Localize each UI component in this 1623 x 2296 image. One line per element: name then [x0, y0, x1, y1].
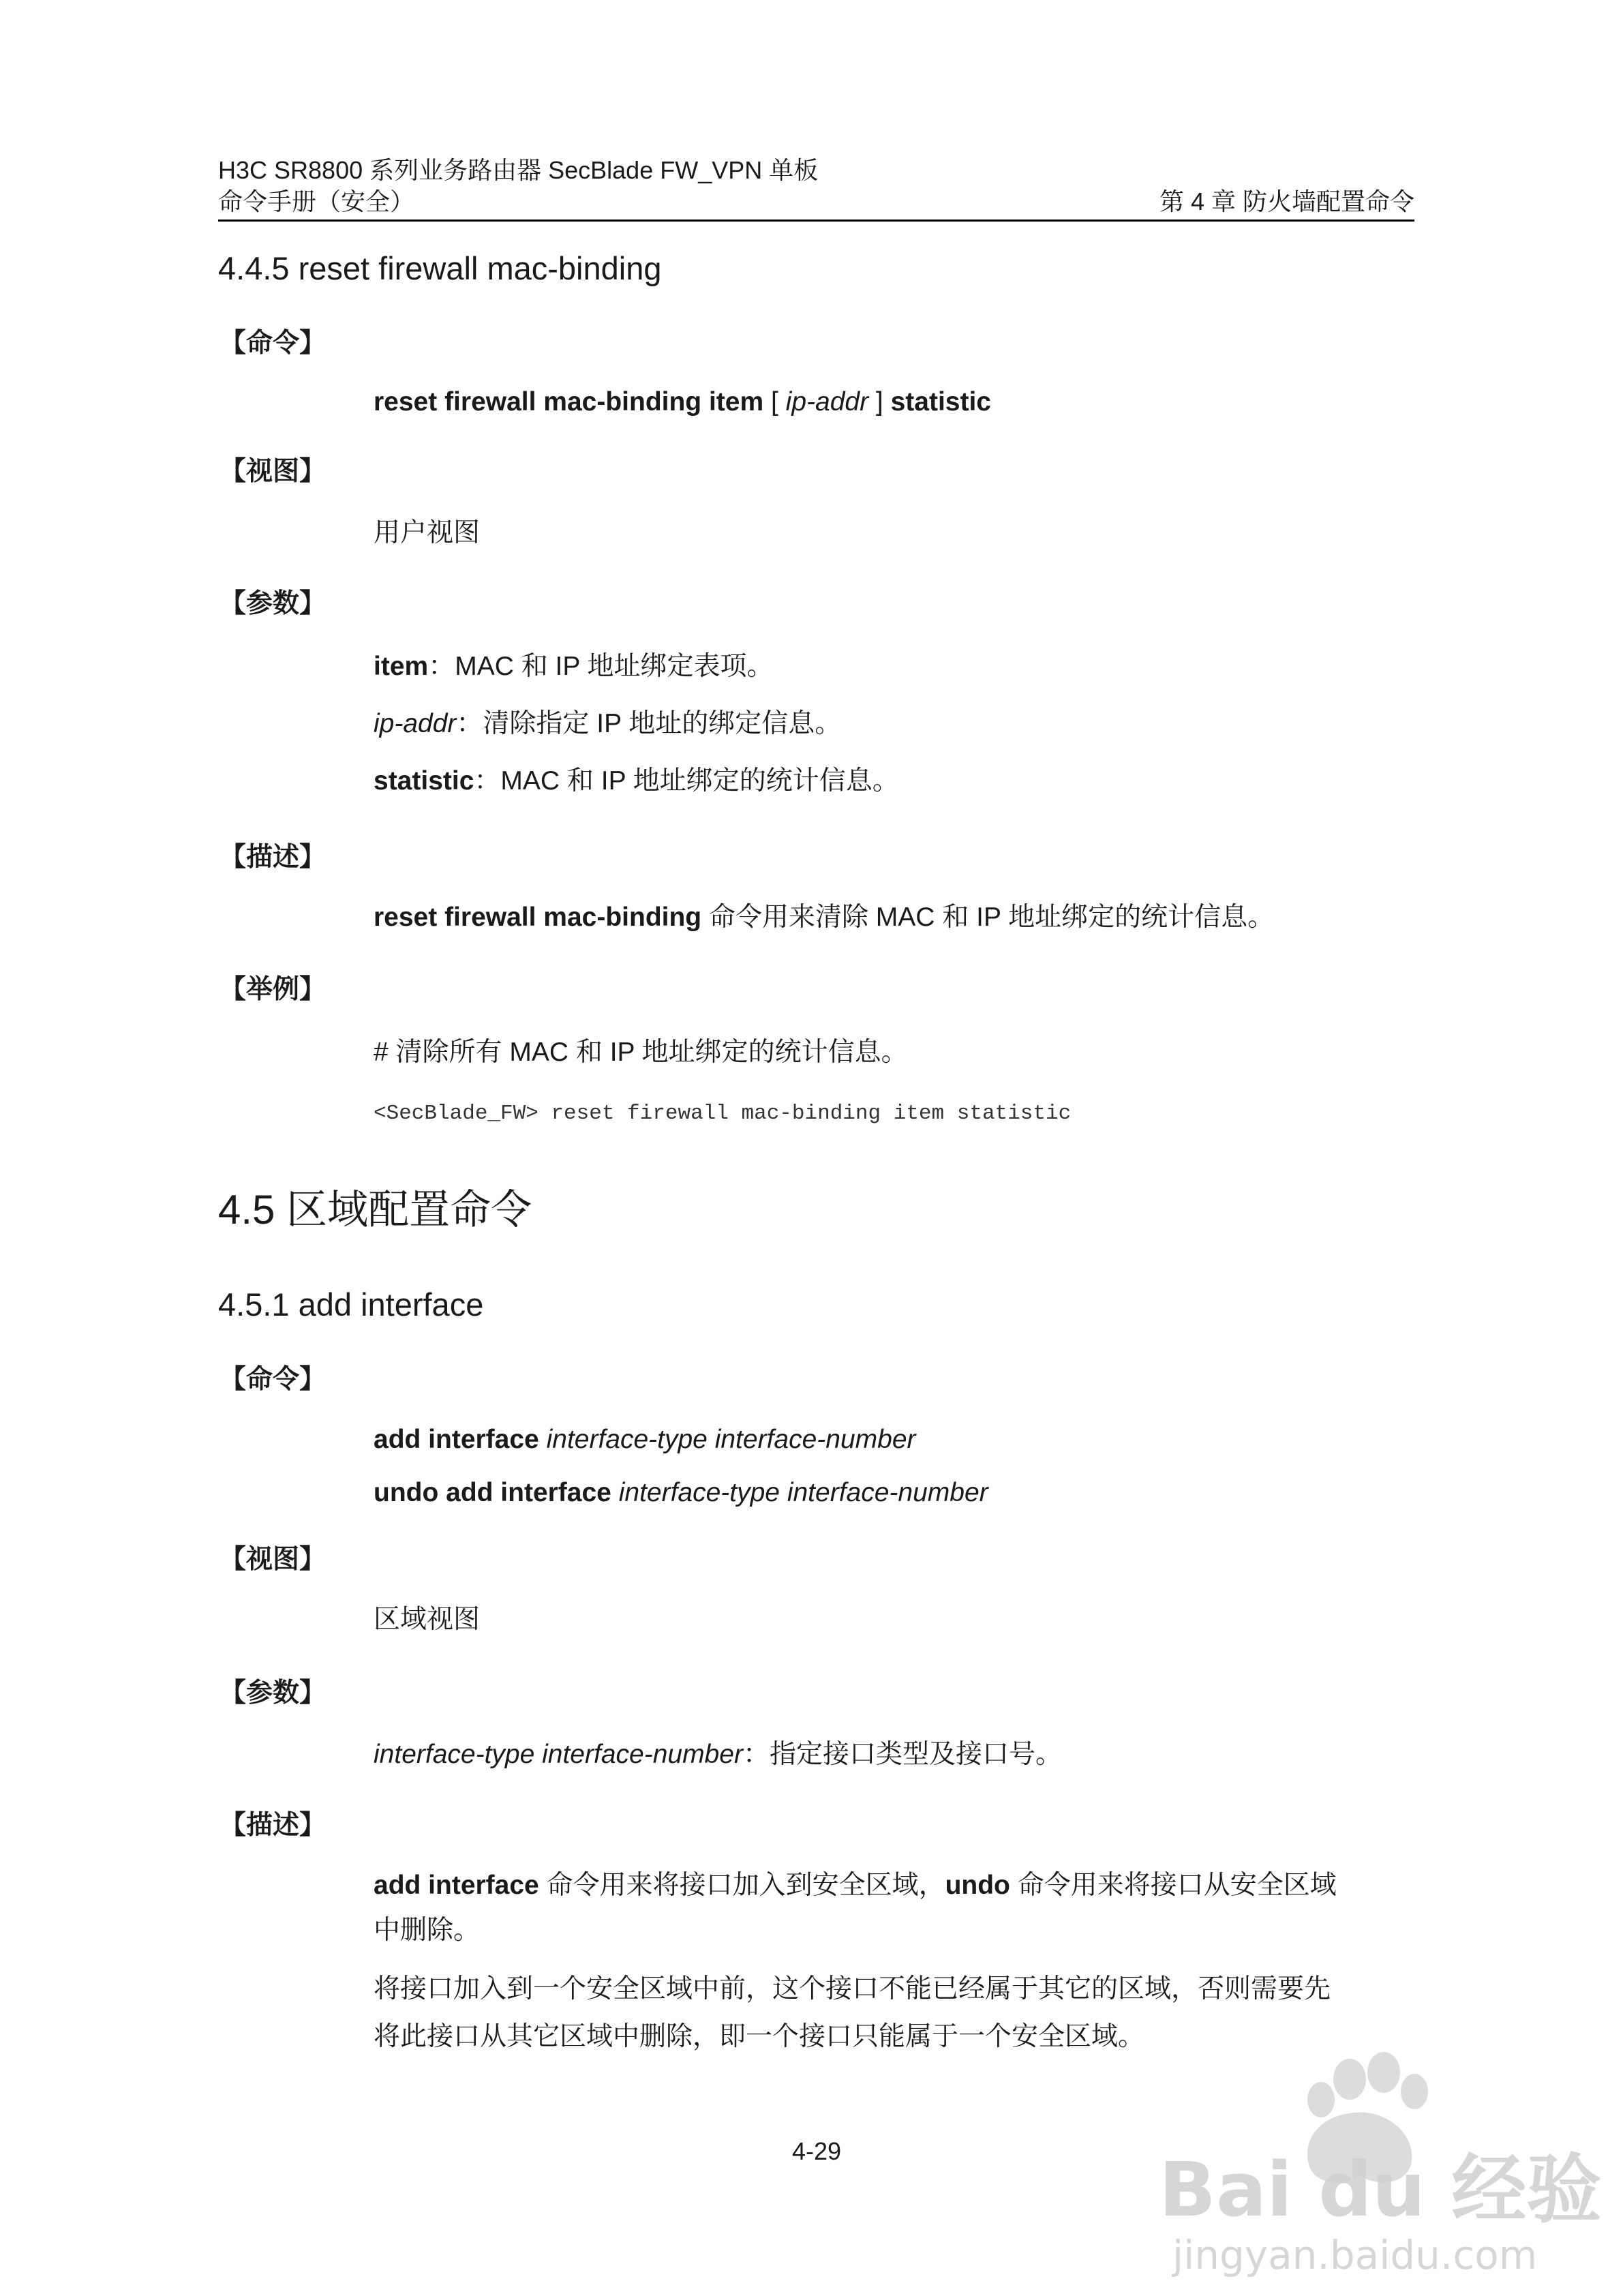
section-4-5-title: 4.5 区域配置命令 [218, 1187, 532, 1233]
header-rule [218, 220, 1414, 222]
param-desc: ：MAC 和 IP 地址绑定表项。 [428, 652, 774, 681]
param-name: item [374, 652, 429, 681]
example-text: # 清除所有 MAC 和 IP 地址绑定的统计信息。 [374, 1038, 908, 1067]
command-keyword: statistic [890, 387, 991, 417]
command-syntax [374, 1423, 916, 1456]
param-name: interface-type interface-number [374, 1740, 743, 1769]
command-keyword: add interface [374, 1425, 539, 1454]
header-subtitle: 命令手册（安全） [218, 187, 415, 215]
desc-text [374, 901, 1274, 934]
param-item [374, 1738, 1062, 1771]
desc-command: undo [945, 1871, 1010, 1900]
param-item [374, 650, 774, 683]
command-syntax [374, 386, 991, 419]
desc-label: 【描述】 [219, 1811, 327, 1840]
param-item [374, 765, 899, 798]
page-number: 4-29 [792, 2137, 842, 2165]
param-label: 【参数】 [219, 589, 327, 618]
section-4-5-1-title: 4.5.1 add interface [218, 1286, 484, 1323]
command-label: 【命令】 [219, 1365, 327, 1394]
header-chapter: 第 4 章 防火墙配置命令 [1159, 187, 1414, 215]
example-label: 【举例】 [219, 975, 327, 1004]
bracket-close: ] [868, 387, 891, 417]
desc-body: 命令用来将接口加入到安全区域， [539, 1871, 945, 1900]
desc-text-cont: 中删除。 [374, 1916, 481, 1945]
desc-body: 命令用来清除 MAC 和 IP 地址绑定的统计信息。 [701, 903, 1275, 932]
watermark-url: jingyan.baidu.com [1172, 2232, 1538, 2278]
command-keyword: undo add interface [374, 1478, 611, 1507]
desc-label: 【描述】 [219, 843, 327, 872]
bracket-open: [ [763, 387, 786, 417]
desc-text [374, 1869, 1337, 1902]
view-label: 【视图】 [219, 1545, 327, 1574]
param-desc: ：MAC 和 IP 地址绑定的统计信息。 [474, 766, 899, 796]
desc-command: add interface [374, 1871, 539, 1900]
param-desc: ：清除指定 IP 地址的绑定信息。 [456, 709, 842, 738]
command-keyword: reset firewall mac-binding item [374, 387, 764, 417]
command-syntax-undo [374, 1477, 988, 1509]
param-name: ip-addr [374, 709, 457, 738]
param-name: statistic [374, 766, 474, 796]
desc-command: reset firewall mac-binding [374, 903, 702, 932]
view-text: 区域视图 [374, 1605, 481, 1634]
watermark-logo-text: Bai du 经验 [1159, 2146, 1602, 2233]
command-label: 【命令】 [219, 329, 327, 358]
baidu-watermark-logo [1145, 2052, 1602, 2278]
section-4-4-5-title: 4.4.5 reset firewall mac-binding [218, 250, 662, 286]
param-item [374, 708, 841, 740]
desc-body: 命令用来将接口从安全区域 [1010, 1871, 1337, 1900]
view-text: 用户视图 [374, 518, 481, 547]
command-argument: ip-addr [785, 387, 869, 417]
param-label: 【参数】 [219, 1678, 327, 1708]
example-code: <SecBlade_FW> reset firewall mac-binding item statistic [374, 1102, 1072, 1126]
command-argument: interface-type interface-number [539, 1425, 916, 1454]
view-label: 【视图】 [219, 457, 327, 486]
header-title: H3C SR8800 系列业务路由器 SecBlade FW_VPN 单板 [218, 156, 819, 184]
desc-paragraph-cont: 将此接口从其它区域中删除，即一个接口只能属于一个安全区域。 [374, 2022, 1145, 2051]
param-desc: ：指定接口类型及接口号。 [742, 1740, 1062, 1769]
desc-paragraph: 将接口加入到一个安全区域中前，这个接口不能已经属于其它的区域，否则需要先 [374, 1974, 1331, 2004]
command-argument: interface-type interface-number [611, 1478, 988, 1507]
